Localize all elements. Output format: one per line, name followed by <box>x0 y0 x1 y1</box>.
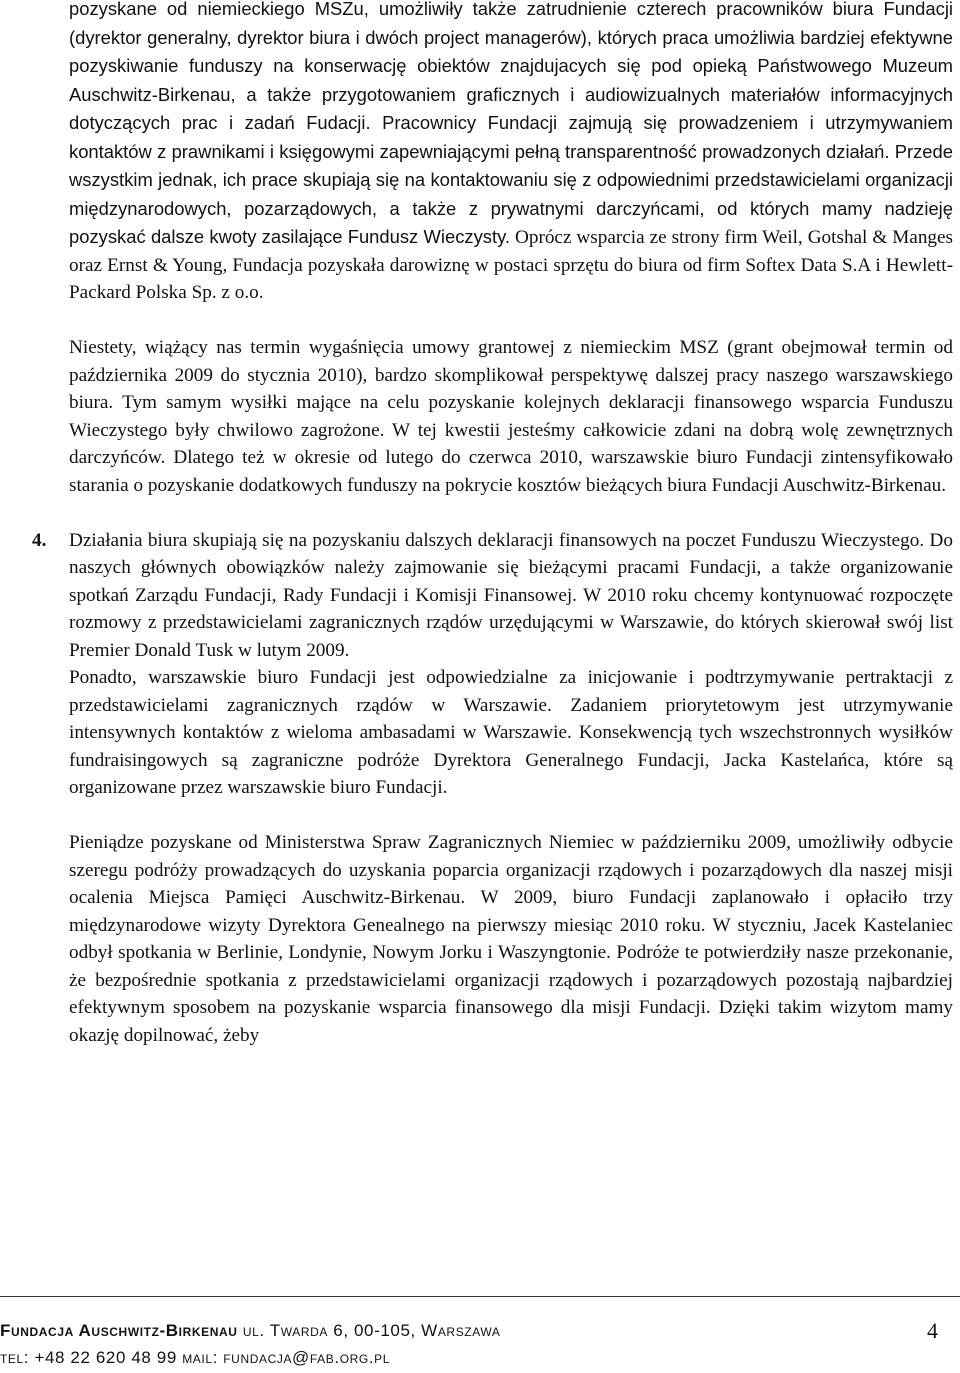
footer-organization: Fundacja Auschwitz-Birkenau <box>0 1321 238 1340</box>
footer-address-line <box>0 1317 940 1344</box>
footer <box>0 1317 940 1371</box>
footer-contact: tel: +48 22 620 48 99 mail: fundacja@fab.org.pl <box>0 1348 391 1367</box>
paragraph-office-activities: Działania biura skupiają się na pozyskaniu dalszych deklaracji finansowych na poczet Funduszu Wieczystego. Do naszych głównych obowiązków należy zajmowanie się bieżącymi pracami Fundacji, a także organizowanie spotkań Zarządu Fundacji, Rady Fundacji i Komisji Finansowej. W 2010 roku chcemy kontynuować rozpoczęte rozmowy z przedstawicielami zagranicznych rządów urzędującymi w Warszawie, do których skierował swój list Premier Donald Tusk w lutym 2009. <box>69 529 953 661</box>
spacer <box>69 307 953 335</box>
paragraph-negotiations: Ponadto, warszawskie biuro Fundacji jest odpowiedzialne za inicjowanie i podtrzymywanie pertraktacji z przedstawicielami zagranicznych rządów w Warszawie. Zadaniem priorytetowym jest utrzymywanie intensywnych kontaktów z wieloma ambasadami w Warszawie. Konsekwencją tych wszechstronnych wysiłków fundraisingowych są zagraniczne podróże Dyrektora Generalnego Fundacji, Jacka Kastelańca, które są organizowane przez warszawskie biuro Fundacji. <box>69 667 953 798</box>
numbered-section-4 <box>32 527 953 802</box>
paragraph-grant-expiry: Niestety, wiążący nas termin wygaśnięcia umowy grantowej z niemieckim MSZ (grant obejmował termin od października 2009 do stycznia 2010), bardzo skomplikował perspektywę dalszej pracy naszego warszawskiego biura. Tym samym wysiłki mające na celu pozyskanie kolejnych deklaracji finansowego wsparcia Funduszu Wieczystego były chwilowo zagrożone. W tej kwestii jesteśmy całkowicie zdani na dobrą wolę zewnętrznych darczyńców. Dlatego też w okresie od lutego do czerwca 2010, warszawskie biuro Fundacji zintensyfikowało starania o pozyskanie dodatkowych funduszy na pokrycie kosztów bieżących biura Fundacji Auschwitz-Birkenau. <box>69 337 953 496</box>
document-page <box>32 0 953 1049</box>
footer-divider <box>0 1296 960 1297</box>
paragraph-staffing-sans-text: pozyskane od niemieckiego MSZu, umożliwiły także zatrudnienie czterech pracowników biura Fundacji (dyrektor generalny, dyrektor biura i dwóch project managerów), których praca umożliwia bardziej efektywne pozyskiwanie funduszy na konserwację obiektów znajdujacych się pod opieką Państwowego Muzeum Auschwitz-Birkenau, a także przygotowaniem graficznych i audiowizualnych materiałów informacyjnych dotyczących prac i zadań Fudacji. Pracownicy Fundacji zajmują się prowadzeniem i utrzymywaniem kontaktów z prawnikami i księgowymi zapewniającymi pełną transparentność prowadzonych działań. Przede wszystkim jednak, ich prace skupiają się na kontaktowaniu się z odpowiednimi przedstawicielami organizacji międzynarodowych, pozarządowych, a także z prywatnymi darczyńcami, od których mamy nadzieję pozyskać dalsze kwoty zasilające Fundusz Wieczysty. <box>69 0 953 247</box>
paragraph-staffing-serif-text: Oprócz wsparcia ze strony firm Weil, Gotshal & Manges oraz Ernst & Young, Fundacja pozyskała darowiznę w postaci sprzętu do biura od firm Softex Data S.A i Hewlett-Packard Polska Sp. z o.o. <box>69 227 953 303</box>
spacer <box>69 499 953 527</box>
spacer <box>69 802 953 830</box>
page-number: 4 <box>927 1318 938 1343</box>
paragraph-staffing <box>69 0 953 307</box>
footer-address: ul. Twarda 6, 00-105, Warszawa <box>237 1321 501 1340</box>
section-number: 4. <box>32 529 47 551</box>
paragraph-funded-trips: Pieniądze pozyskane od Ministerstwa Spraw Zagranicznych Niemiec w październiku 2009, umożliwiły odbycie szeregu podróży prowadzących do uzyskania poparcia organizacji rządowych i pozarządowych dla naszej misji ocalenia Miejsca Pamięci Auschwitz-Birkenau. W 2009, biuro Fundacji zaplanowało i opłaciło trzy międzynarodowe wizyty Dyrektora Genealnego na pierwszy miesiąc 2010 roku. W styczniu, Jacek Kastelaniec odbył spotkania w Berlinie, Londynie, Nowym Jorku i Waszyngtonie. Podróże te potwierdziły nasze przekonanie, że bezpośrednie spotkania z przedstawicielami organizacji rządowych i pozarządowych pozostają najbardziej efektywnym sposobem na pozyskanie wsparcia finansowego dla misji Fundacji. Dzięki takim wizytom mamy okazję dopilnować, żeby <box>69 832 953 1046</box>
